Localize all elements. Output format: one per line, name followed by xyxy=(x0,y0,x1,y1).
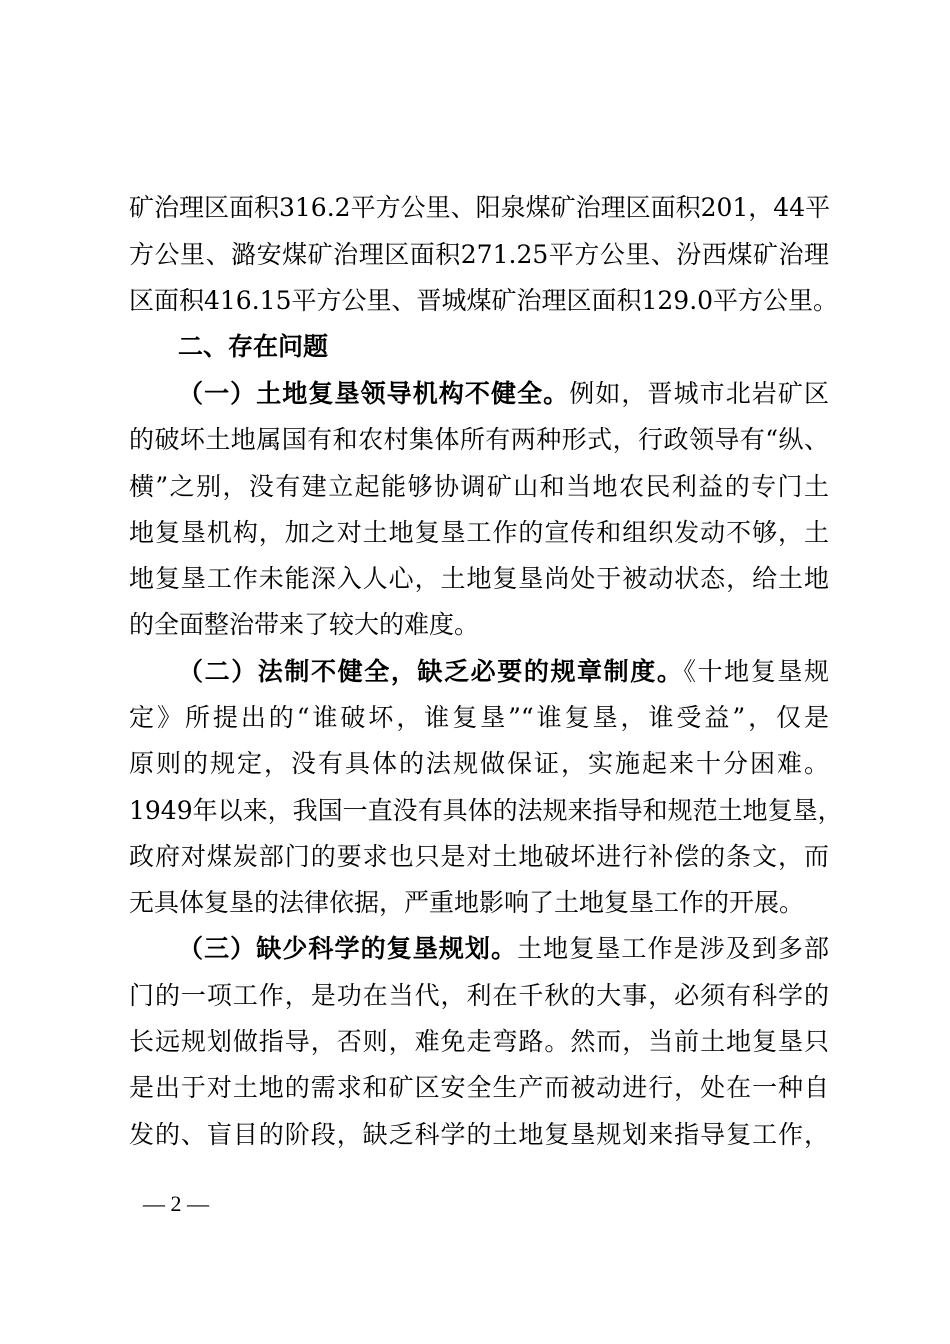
item1-title: （一）土地复垦领导机构不健全。 xyxy=(178,379,570,408)
item1-line-2: 的破坏土地属国有和农村集体所有两种形式，行政领导有“纵、 xyxy=(129,425,829,454)
item3-first-line xyxy=(178,934,829,964)
item1-line-3: 横”之别，没有建立起能够协调矿山和当地农民利益的专门土 xyxy=(129,472,829,501)
item3-line-1: 土地复垦工作是涉及到多部 xyxy=(517,934,829,963)
item2-line-2: 定》所提出的“谁破坏，谁复垦”“谁复垦，谁受益”，仅是 xyxy=(129,703,829,732)
item2-line-5: 政府对煤炭部门的要求也只是对土地破坏进行补偿的条文，而 xyxy=(129,842,829,871)
section-heading: 二、存在问题 xyxy=(178,332,329,361)
page-number: — 2 — xyxy=(143,1191,209,1216)
item3-title: （三）缺少科学的复垦规划。 xyxy=(178,934,518,963)
item1-line-5: 地复垦工作未能深入人心，土地复垦尚处于被动状态，给土地 xyxy=(129,564,829,593)
item1-line-1: 例如，晋城市北岩矿区 xyxy=(569,379,829,408)
item2-line-3: 原则的规定，没有具体的法规做保证，实施起来十分困难。 xyxy=(129,749,829,778)
item3-line-3: 长远规划做指导，否则，难免走弯路。然而，当前土地复垦只 xyxy=(129,1027,829,1056)
item2-title: （二）法制不健全，缺乏必要的规章制度。 xyxy=(178,657,684,686)
item3-line-5: 发的、盲目的阶段，缺乏科学的土地复垦规划来指导复工作， xyxy=(129,1120,829,1149)
item1-line-4: 地复垦机构，加之对土地复垦工作的宣传和组织发动不够，土 xyxy=(129,518,829,547)
intro-line-1: 矿治理区面积316.2平方公里、阳泉煤矿治理区面积201，44平 xyxy=(129,193,831,222)
intro-line-2: 方公里、潞安煤矿治理区面积271.25平方公里、汾西煤矿治理 xyxy=(129,240,829,269)
item2-line-6: 无具体复垦的法律依据，严重地影响了土地复垦工作的开展。 xyxy=(129,888,805,917)
item2-line-1: 《十地复垦规 xyxy=(683,657,829,686)
item2-first-line xyxy=(178,657,829,687)
item1-first-line xyxy=(178,379,829,409)
item3-line-2: 门的一项工作，是功在当代，利在千秋的大事，必须有科学的 xyxy=(129,981,829,1010)
item2-line-4: 1949年以来，我国一直没有具体的法规来指导和规范土地复垦， xyxy=(129,796,843,825)
item3-line-4: 是出于对土地的需求和矿区安全生产而被动进行，处在一种自 xyxy=(129,1073,829,1102)
intro-line-3: 区面积416.15平方公里、晋城煤矿治理区面积129.0平方公里。 xyxy=(129,286,839,315)
item1-line-6: 的全面整治带来了较大的难度。 xyxy=(129,610,480,639)
